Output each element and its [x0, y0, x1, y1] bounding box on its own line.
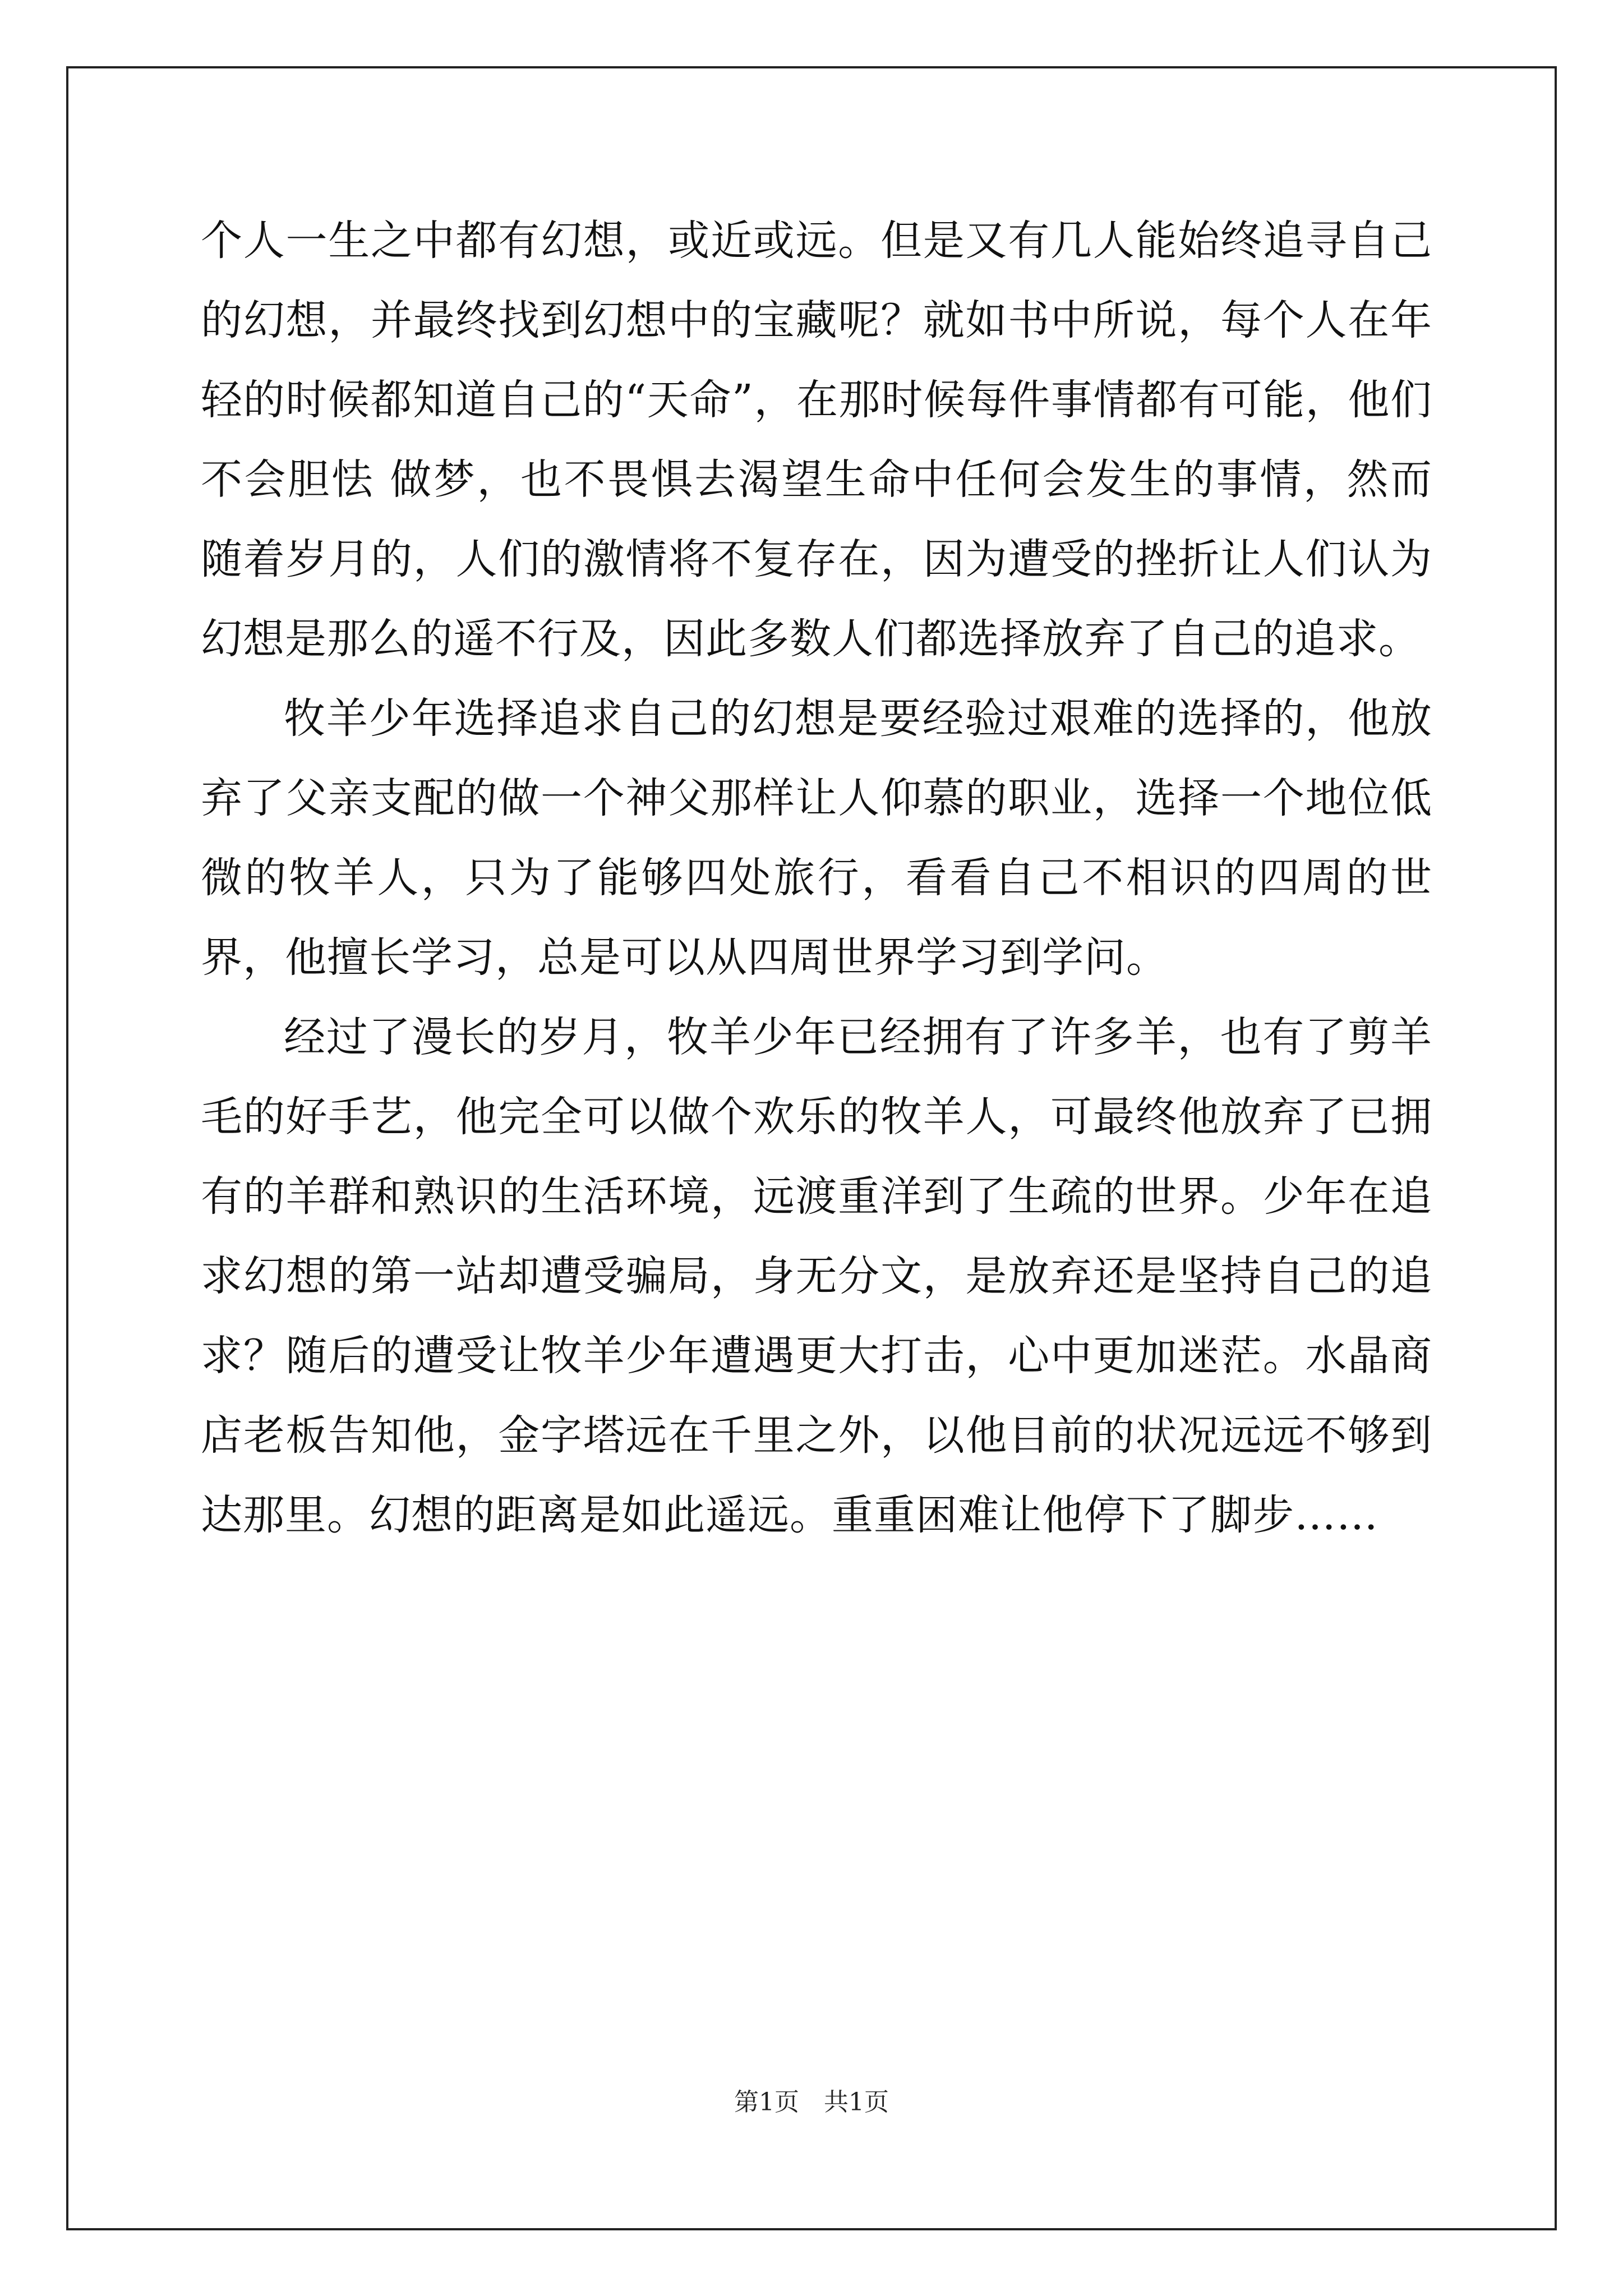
paragraph-3: 经过了漫长的岁月，牧羊少年已经拥有了许多羊，也有了剪羊毛的好手艺，他完全可以做个欢乐的牧羊人，可最终他放弃了已拥有的羊群和熟识的生活环境，远渡重洋到了生疏的世界。少年在追求幻想的第一站却遭受骗局，身无分文，是放弃还是坚持自己的追求？随后的遭受让牧羊少年遭遇更大打击，心中更加迷茫。水晶商店老板告知他，金字塔远在千里之外，以他目前的状况远远不够到达那里。幻想的距离是如此遥远。重重困难让他停下了脚步…… [201, 1013, 1432, 1539]
page-number-total: 共1页 [824, 2088, 889, 2116]
paragraph-1: 个人一生之中都有幻想，或近或远。但是又有几人能始终追寻自己的幻想，并最终找到幻想中的宝藏呢？就如书中所说，每个人在年轻的时候都知道自己的“天命”，在那时候每件事情都有可能，他们不会胆怯 做梦，也不畏惧去渴望生命中任何会发生的事情，然而随着岁月的，人们的激情将不复存在，因为遭受的挫折让人们认为幻想是那么的遥不行及，因此多数人们都选择放弃了自己的追求。 [201, 217, 1432, 663]
paragraph-2: 牧羊少年选择追求自己的幻想是要经验过艰难的选择的，他放弃了父亲支配的做一个神父那样让人仰慕的职业，选择一个地位低微的牧羊人，只为了能够四处旅行，看看自己不相识的四周的世界，他擅长学习，总是可以从四周世界学习到学问。 [201, 694, 1432, 982]
document-body [201, 201, 1432, 1555]
page-footer [0, 2086, 1623, 2119]
page-number-current: 第1页 [734, 2088, 799, 2116]
